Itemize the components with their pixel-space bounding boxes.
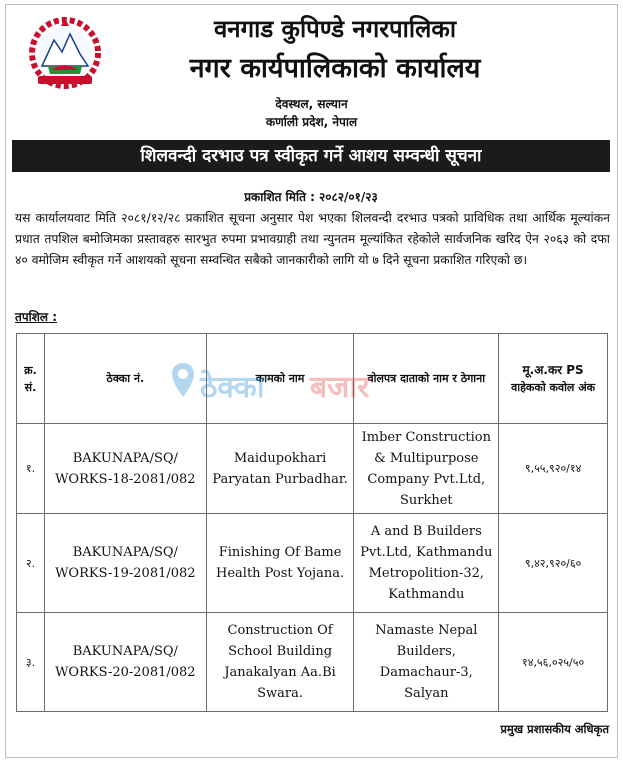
table-row <box>17 613 608 712</box>
header-amount-line2: वाहेकको कवोल अंक <box>511 380 596 394</box>
details-label: तपशिल : <box>15 310 58 324</box>
header-amount <box>499 334 608 424</box>
cell-contract-no: BAKUNAPA/SQ/ WORKS-19-2081/082 <box>44 514 206 613</box>
cell-bidder: Imber Construction & Multipurpose Company Pvt.Ltd, Surkhet <box>354 424 499 514</box>
municipality-name: वनगाड कुपिण्डे नगरपालिका <box>213 14 457 43</box>
cell-contract-no: BAKUNAPA/SQ/ WORKS-20-2081/082 <box>44 613 206 712</box>
header-bidder: वोलपत्र दाताको नाम र ठेगाना <box>354 334 499 424</box>
header-work-name: कामको नाम <box>206 334 354 424</box>
table-row <box>17 424 608 514</box>
table-row <box>17 514 608 613</box>
cell-sn: २. <box>17 514 45 613</box>
header-sn: क्र. सं. <box>17 334 45 424</box>
watermark-text-part1: ठेक्का <box>200 370 265 405</box>
office-name: नगर कार्यपालिकाको कार्यालय <box>189 53 481 84</box>
cell-amount: ९,५५,९२०/१४ <box>499 424 608 514</box>
address-line-2: कर्णाली प्रदेश, नेपाल <box>265 115 358 129</box>
signature-title: प्रमुख प्रशासकीय अधिकृत <box>500 722 609 736</box>
cell-bidder: Namaste Nepal Builders, Damachaur-3, Salyan <box>354 613 499 712</box>
cell-amount: १४,५६,०२५/५० <box>499 613 608 712</box>
cell-bidder: A and B Builders Pvt.Ltd, Kathmandu Metropolition-32, Kathmandu <box>354 514 499 613</box>
contracts-table <box>16 333 608 712</box>
address-line-1: देवस्थल, सल्यान <box>275 97 348 111</box>
cell-contract-no: BAKUNAPA/SQ/ WORKS-18-2081/082 <box>44 424 206 514</box>
header-amount-line1: मू.अ.कर PS <box>522 362 584 377</box>
cell-work-name: Construction Of School Building Janakalyan Aa.Bi Swara. <box>206 613 354 712</box>
published-date: प्रकाशित मिति : २०८२/०१/२३ <box>244 190 378 204</box>
table-header-row <box>17 334 608 424</box>
header-contract-no: ठेक्का नं. <box>44 334 206 424</box>
cell-amount: ९,४२,९२०/६० <box>499 514 608 613</box>
cell-sn: १. <box>17 424 45 514</box>
notice-title-banner: शिलवन्दी दरभाउ पत्र स्वीकृत गर्ने आशय सम्वन्धी सूचना <box>12 140 610 172</box>
cell-work-name: Finishing Of Bame Health Post Yojana. <box>206 514 354 613</box>
notice-body: यस कार्यालयवाट मिति २०८१/१२/२८ प्रकाशित सूचना अनुसार पेश भएका शिलवन्दी दरभाउ पत्रको प्राविधिक तथा आर्थिक मूल्यांकन प्रधात तपशिल बमोजिमका प्रस्तावहरु सारभुत रुपमा प्रभावग्राही तथा न्युनतम मूल्यांकित रहेकोले सार्वजनिक खरिद ऐन २०६३ को दफा ४० वमोजिम स्वीकृत गर्ने आशयको सूचना सम्वन्धित सबैको जानकारीको लागि यो ७ दिने सूचना प्रकाशित गरिएको छ। <box>15 211 610 267</box>
cell-work-name: Maidupokhari Paryatan Purbadhar. <box>206 424 354 514</box>
watermark-text-part2: बजार <box>310 370 370 405</box>
cell-sn: ३. <box>17 613 45 712</box>
nepal-emblem-icon <box>22 14 108 90</box>
